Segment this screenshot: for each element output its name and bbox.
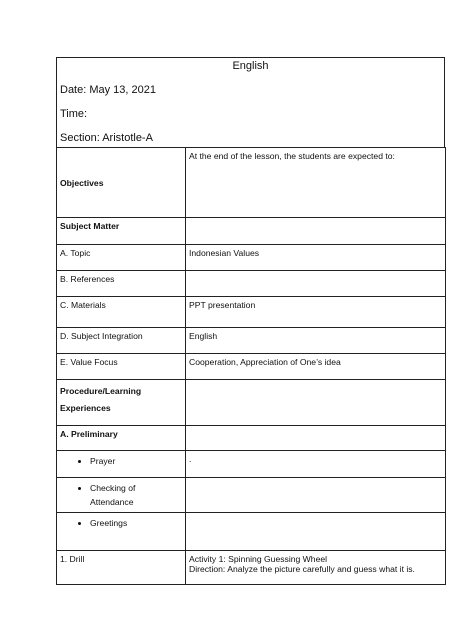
procedure-label-line1: Procedure/Learning — [60, 386, 142, 396]
drill-direction: Direction: Analyze the picture carefully and guess what it is. — [189, 564, 415, 574]
attendance-value — [186, 478, 446, 513]
prayer-item: • Prayer — [90, 454, 182, 468]
attendance-cell — [57, 478, 186, 513]
subject-matter-row — [57, 218, 446, 245]
materials-label: C. Materials — [57, 297, 186, 328]
preliminary-value — [186, 426, 446, 451]
date-line: Date: May 13, 2021 — [60, 84, 157, 96]
lesson-header — [56, 57, 445, 148]
integration-value: English — [186, 328, 446, 354]
references-row — [57, 271, 446, 297]
section-line: Section: Aristotle-A — [60, 132, 153, 144]
materials-row — [57, 297, 446, 328]
topic-value: Indonesian Values — [186, 245, 446, 271]
value-focus-value: Cooperation, Appreciation of One’s idea — [186, 354, 446, 380]
attendance-list — [60, 481, 182, 509]
subject-matter-value — [186, 218, 446, 245]
value-focus-label: E. Value Focus — [57, 354, 186, 380]
prayer-row — [57, 451, 446, 478]
drill-activity: Activity 1: Spinning Guessing Wheel — [189, 554, 328, 564]
lesson-plan-table — [56, 147, 446, 585]
objectives-value: At the end of the lesson, the students are expected to: — [186, 148, 446, 218]
attendance-line1: Checking of — [90, 483, 136, 493]
procedure-value — [186, 380, 446, 426]
topic-row — [57, 245, 446, 271]
drill-value — [186, 551, 446, 585]
drill-row — [57, 551, 446, 585]
greetings-list — [60, 516, 182, 530]
prayer-cell — [57, 451, 186, 478]
greetings-item: • Greetings — [90, 516, 182, 530]
materials-value: PPT presentation — [186, 297, 446, 328]
references-value — [186, 271, 446, 297]
attendance-item — [90, 481, 182, 509]
subject-matter-label: Subject Matter — [57, 218, 186, 245]
greetings-value — [186, 513, 446, 551]
integration-row — [57, 328, 446, 354]
procedure-label — [57, 380, 186, 426]
topic-label: A. Topic — [57, 245, 186, 271]
drill-label: 1. Drill — [57, 551, 186, 585]
references-label: B. References — [57, 271, 186, 297]
time-line: Time: — [60, 108, 88, 120]
attendance-line2: Attendance — [90, 497, 134, 507]
value-focus-row — [57, 354, 446, 380]
preliminary-label: A. Preliminary — [57, 426, 186, 451]
preliminary-row — [57, 426, 446, 451]
procedure-row — [57, 380, 446, 426]
prayer-list — [60, 454, 182, 468]
objectives-label: Objectives — [57, 148, 186, 218]
greetings-cell — [57, 513, 186, 551]
objectives-row — [57, 148, 446, 218]
procedure-label-line2: Experiences — [60, 403, 111, 413]
prayer-value: . — [186, 451, 446, 478]
attendance-row — [57, 478, 446, 513]
integration-label: D. Subject Integration — [57, 328, 186, 354]
subject-title: English — [232, 60, 269, 72]
greetings-row — [57, 513, 446, 551]
